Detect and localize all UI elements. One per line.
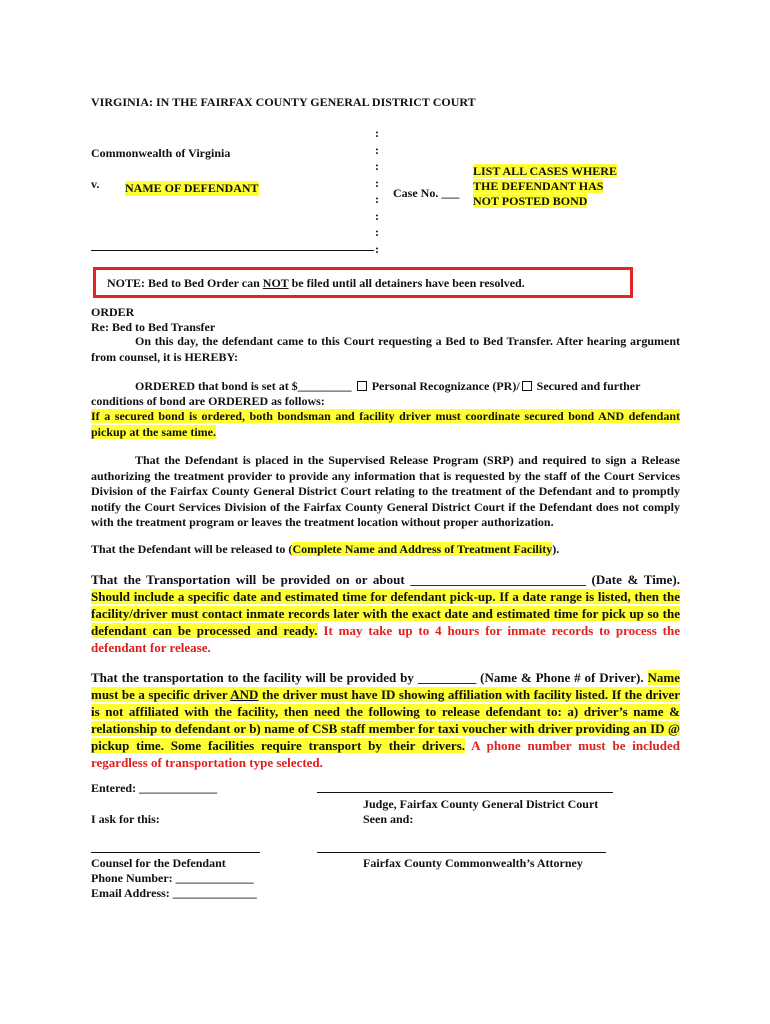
case-note: LIST ALL CASES WHERE THE DEFENDANT HAS NOT POSTED BOND	[473, 164, 617, 208]
counsel-label: Counsel for the Defendant	[91, 856, 226, 870]
bond-conditions: conditions of bond are ORDERED as follows:	[91, 394, 325, 408]
case-number-field[interactable]: Case No. ___	[393, 186, 460, 200]
driver-paragraph: That the transportation to the facility will be provided by _________ (Name & Phone # of Driver). Name must be a specific driver AND the driver must have ID showing affiliation with facility listed. If the driver is not affiliated with the facility, then need the following to release defendant to: a) driver’s name & relationship to defendant or b) name of CSB staff member for taxi voucher with driver providing an ID @ pickup time. Some facilities require transport by their drivers. A phone number must be included regardless of transportation type selected.	[91, 670, 681, 770]
court-title: VIRGINIA: IN THE FAIRFAX COUNTY GENERAL DISTRICT COURT	[91, 95, 476, 109]
judge-signature-line[interactable]	[317, 792, 613, 793]
order-subject: Re: Bed to Bed Transfer	[91, 320, 216, 334]
secured-bond-warning: If a secured bond is ordered, both bondsman and facility driver must coordinate secured bond AND defendant pickup at the same time.	[91, 409, 680, 439]
caption-colons: : : : : : : : :	[375, 126, 379, 256]
counsel-signature-line[interactable]	[91, 852, 260, 853]
plaintiff-name: Commonwealth of Virginia	[91, 146, 231, 160]
cwa-label: Fairfax County Commonwealth’s Attorney	[363, 856, 583, 870]
srp-paragraph: That the Defendant is placed in the Supervised Release Program (SRP) and required to sign a Release authorizing the treatment provider to provide any information that is requested by the staff of the Court Services Division of the Fairfax County General District Court relating to the treatment of the Defendant and to promptly notify the Court Services Division of the Fairfax County General District Court if the Defendant does not comply with the treatment program or leaves the treatment location without proper authorization.	[91, 453, 680, 530]
order-heading: ORDER	[91, 305, 135, 319]
ask-for-this-label: I ask for this:	[91, 812, 160, 826]
entered-field[interactable]: Entered: _____________	[91, 781, 218, 795]
versus-label: v.	[91, 177, 100, 191]
secured-checkbox[interactable]	[522, 381, 532, 391]
phone-field[interactable]: Phone Number: _____________	[91, 871, 254, 885]
caption-underline	[91, 250, 374, 251]
cwa-signature-line[interactable]	[317, 852, 606, 853]
judge-label: Judge, Fairfax County General District Court	[363, 797, 599, 811]
defendant-name-placeholder[interactable]: NAME OF DEFENDANT	[125, 181, 259, 195]
email-field[interactable]: Email Address: ______________	[91, 886, 257, 900]
release-line: That the Defendant will be released to (Complete Name and Address of Treatment Facility).	[91, 542, 560, 556]
pr-checkbox[interactable]	[357, 381, 367, 391]
transport-date-paragraph: That the Transportation will be provided on or about ___________________________ (Date & Time). Should include a specific date and estimated time for defendant pick-up. If a date range is listed, then the facility/driver must contact inmate records later with the exact date and estimated time for pick up so the defendant can be processed and ready. It may take up to 4 hours for inmate records to process the defendant for release.	[91, 572, 680, 655]
bond-line: ORDERED that bond is set at $_________ Personal Recognizance (PR)/ Secured and further	[135, 379, 641, 393]
order-intro: On this day, the defendant came to this Court requesting a Bed to Bed Transfer. After hearing argument from counsel, it is HEREBY:	[91, 334, 680, 364]
detainer-note: NOTE: Bed to Bed Order can NOT be filed until all detainers have been resolved.	[107, 276, 525, 290]
seen-and-label: Seen and:	[363, 812, 414, 826]
